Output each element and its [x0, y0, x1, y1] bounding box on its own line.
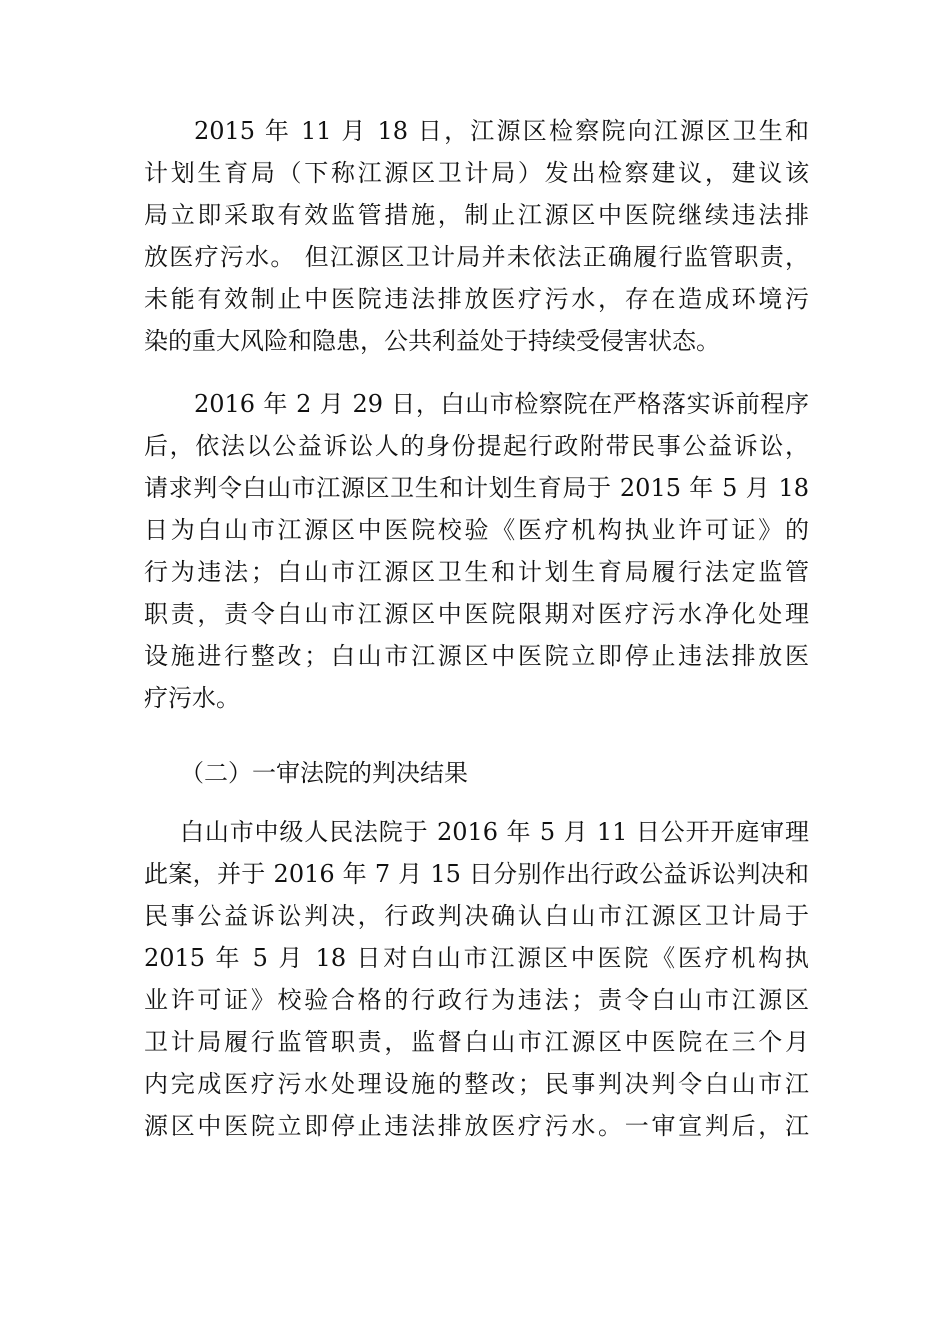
text-line: 卫计局履行监管职责，监督白山市江源区中医院在三个月 — [144, 1028, 809, 1056]
text-line: 后，依法以公益诉讼人的身份提起行政附带民事公益诉讼， — [144, 432, 809, 460]
text-line: 2015 年 5 月 18 日对白山市江源区中医院《医疗机构执 — [144, 944, 809, 972]
text-line: 内完成医疗污水处理设施的整改；民事判决判令白山市江 — [144, 1070, 809, 1098]
text-line: 未能有效制止中医院违法排放医疗污水，存在造成环境污 — [144, 285, 809, 313]
text-line: 业许可证》校验合格的行政行为违法；责令白山市江源区 — [144, 986, 809, 1014]
text-line: 放医疗污水。 但江源区卫计局并未依法正确履行监管职责， — [144, 243, 809, 271]
text-line: 染的重大风险和隐患，公共利益处于持续受侵害状态。 — [144, 327, 720, 355]
text-line: 设施进行整改；白山市江源区中医院立即停止违法排放医 — [144, 642, 809, 670]
paragraph-prosecutor-recommendation — [144, 110, 809, 362]
text-line: 白山市中级人民法院于 2016 年 5 月 11 日公开开庭审理 — [180, 818, 809, 846]
text-line: 源区中医院立即停止违法排放医疗污水。一审宣判后，江 — [144, 1112, 809, 1140]
text-line: 职责，责令白山市江源区中医院限期对医疗污水净化处理 — [144, 600, 809, 628]
section-heading: （二）一审法院的判决结果 — [180, 759, 468, 787]
section-heading-first-instance-judgment — [144, 752, 809, 794]
text-line: 2016 年 2 月 29 日，白山市检察院在严格落实诉前程序 — [194, 390, 809, 418]
paragraph-public-interest-lawsuit — [144, 383, 809, 719]
text-line: 此案，并于 2016 年 7 月 15 日分别作出行政公益诉讼判决和 — [144, 860, 809, 888]
text-line: 日为白山市江源区中医院校验《医疗机构执业许可证》的 — [144, 516, 809, 544]
text-line: 计划生育局（下称江源区卫计局）发出检察建议，建议该 — [144, 159, 809, 187]
text-line: 2015 年 11 月 18 日，江源区检察院向江源区卫生和 — [194, 117, 809, 145]
text-line: 请求判令白山市江源区卫生和计划生育局于 2015 年 5 月 18 — [144, 474, 809, 502]
text-line: 疗污水。 — [144, 684, 240, 712]
text-line: 行为违法；白山市江源区卫生和计划生育局履行法定监管 — [144, 558, 809, 586]
text-line: 民事公益诉讼判决，行政判决确认白山市江源区卫计局于 — [144, 902, 809, 930]
paragraph-first-instance-ruling — [144, 811, 809, 1147]
text-line: 局立即采取有效监管措施，制止江源区中医院继续违法排 — [144, 201, 809, 229]
